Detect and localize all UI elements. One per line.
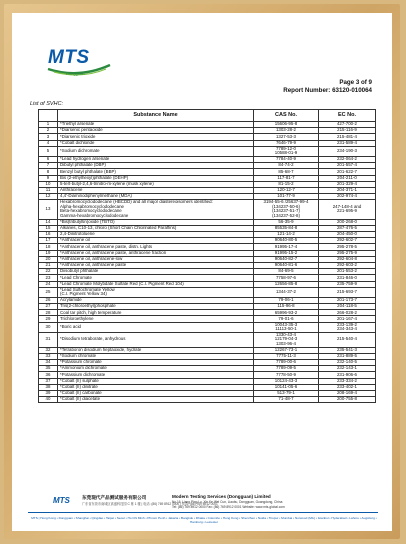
ec-number: 231-846-0 (319, 275, 376, 281)
footer-contact: Tel: (86) 769 8912 0000 Fax: (86) 769 8912 0001 Website: www.mts-global.com (172, 505, 285, 509)
cas-number: 79-06-1 (254, 297, 319, 303)
cas-number: 1327-53-3 (254, 134, 319, 140)
ec-number: 215-693-7 (319, 287, 376, 297)
cas-number: 84-74-2 (254, 163, 319, 169)
row-number: 40 (39, 397, 58, 403)
cas-number: 120-12-7 (254, 187, 319, 193)
row-number: 23 (39, 275, 58, 281)
footer-company-cn-sub: 广东省东莞市南城区高盛科技园 C 栋 1 楼 | 电话: (86) 769 8912 0000 | 传真: (86) 769 8912 0001 (82, 502, 218, 506)
cas-number: 1303-28-2 (254, 128, 319, 134)
ec-number: 204-211-0 (319, 175, 376, 181)
substance-name: Acrylamide (58, 297, 254, 303)
cas-number: 1330-43-4 12179-04-3 1303-96-4 (254, 332, 319, 347)
ec-number: 204-118-5 (319, 304, 376, 310)
footer-offices: MTS | Hong Kong • Dongguan • Shanghai • Qingdao • Taipei • Seoul • Ho Chi Minh • Phnom Penh • Jakarta • Bangkok • Dhaka • Colombo • Hong Kong • Shenzhen • Noida • Tirupur • Mumbai • Norwood (MA) • Istanbul • Hyderabad • Lahore • Augsburg • Hamburg • Leicester (31, 516, 377, 524)
ec-number: 204-371-1 (319, 187, 376, 193)
substance-name: Trichloroethylene (58, 316, 254, 322)
cas-number: 15606-95-8 (254, 122, 319, 128)
row-number: 10 (39, 181, 58, 187)
table-row (39, 397, 376, 403)
cas-number: 7778-50-9 (254, 372, 319, 378)
substance-name: Bis (2-ethylhexyl)phthalate (DEHP) (58, 175, 254, 181)
page-number: Page 3 of 9 (339, 79, 372, 86)
row-number: 30 (39, 322, 58, 332)
substance-name: Benzyl butyl phthalate (BBP) (58, 169, 254, 175)
ec-number: 231-906-6 (319, 372, 376, 378)
cas-number: 91995-17-4 (254, 244, 319, 250)
cas-number: 513-79-1 (254, 390, 319, 396)
mts-logo (44, 39, 114, 83)
substance-name: *Sodium dichromate (58, 146, 254, 156)
substance-name: *Potassium chromate (58, 359, 254, 365)
substance-name: *Lead Sulfochromate Yellow (C.I. Pigment Yellow 34) (58, 287, 254, 297)
cas-number: 65996-93-2 (254, 310, 319, 316)
svhc-table (38, 109, 376, 403)
cas-number: 7789-09-5 (254, 366, 319, 372)
cas-number: 12656-85-8 (254, 281, 319, 287)
row-number: 36 (39, 372, 58, 378)
row-number: 29 (39, 316, 58, 322)
row-number: 5 (39, 146, 58, 156)
substance-name: *Boric acid (58, 322, 254, 332)
row-number: 25 (39, 287, 58, 297)
svg-text:MTS: MTS (53, 496, 70, 505)
ec-number: 208-169-4 (319, 390, 376, 396)
cas-number: 90640-80-5 (254, 238, 319, 244)
substance-name: *Cobalt dichloride (58, 140, 254, 146)
row-number: 12 (39, 194, 58, 200)
cas-number: 85535-84-8 (254, 225, 319, 231)
substance-name: *Diarsenic pentaoxide (58, 128, 254, 134)
ec-number: 427-700-2 (319, 122, 376, 128)
substance-name: *Tetraboron disodium heptaoxide, hydrate (58, 347, 254, 353)
ec-number: 201-173-7 (319, 297, 376, 303)
row-number: 18 (39, 244, 58, 250)
substance-name: 4,4'-Diaminodiphenylmethane (MDA) (58, 194, 254, 200)
substance-name: 5-tert-butyl-2,4,6-trinitro-m-xylene (musk xylene) (58, 181, 254, 187)
row-number: 19 (39, 250, 58, 256)
substance-name: Anthracene (58, 187, 254, 193)
ec-number: 200-755-8 (319, 397, 376, 403)
table-header-row (39, 110, 376, 122)
cas-number: 12267-73-1 (254, 347, 319, 353)
ec-number: 231-889-5 (319, 353, 376, 359)
row-number: 3 (39, 134, 58, 140)
ec-number: 232-064-2 (319, 156, 376, 162)
row-number: 22 (39, 269, 58, 275)
cas-number: 7758-97-6 (254, 275, 319, 281)
substance-name: Tris(2-chloroethyl)phosphate (58, 304, 254, 310)
ec-number: 287-476-5 (319, 225, 376, 231)
ec-number: 215-116-9 (319, 128, 376, 134)
substance-name: 2,4-Dinitrotoluene (58, 232, 254, 238)
report-page (12, 13, 392, 531)
row-number: 14 (39, 219, 58, 225)
substance-name: *Anthracene oil, anthracene paste, anthracene fraction (58, 250, 254, 256)
ec-number: 233-402-1 (319, 384, 376, 390)
row-number: 15 (39, 225, 58, 231)
substance-name: *Triethyl arsenate (58, 122, 254, 128)
ec-number: 201-167-4 (319, 316, 376, 322)
ec-number: 295-278-5 (319, 244, 376, 250)
ec-number: 204-450-0 (319, 232, 376, 238)
ec-number: 201-553-2 (319, 269, 376, 275)
row-number: 7 (39, 163, 58, 169)
table-row (39, 332, 376, 347)
row-number: 17 (39, 238, 58, 244)
row-number: 2 (39, 128, 58, 134)
row-number: 37 (39, 378, 58, 384)
logo-subtitle: Dongguan (66, 71, 85, 76)
cas-number: 10043-35-3 11113-50-1 (254, 322, 319, 332)
substance-name: *Cobalt (II) diacetate (58, 397, 254, 403)
table-body (39, 122, 376, 403)
substance-name: Diisobutyl phthalate (58, 269, 254, 275)
row-number: 35 (39, 366, 58, 372)
footer-address: No.16, Liang Ping Lu, Xin Ke Wei Cun, Liaobu, Dongguan, Guangdong, China (172, 500, 283, 504)
ec-number: 292-602-7 (319, 238, 376, 244)
row-number: 1 (39, 122, 58, 128)
ec-number: 266-028-2 (319, 310, 376, 316)
footer-logo-icon (52, 494, 82, 506)
ec-number: 200-268-0 (319, 219, 376, 225)
header-substance: Substance Name (58, 110, 254, 122)
substance-name: *Disodium tetraborate, anhydrous (58, 332, 254, 347)
row-number: 32 (39, 347, 58, 353)
cas-number: 71-48-7 (254, 397, 319, 403)
row-number: 4 (39, 140, 58, 146)
ec-number: 233-139-2 234-343-4 (319, 322, 376, 332)
cas-number: 85-68-7 (254, 169, 319, 175)
ec-number: 295-275-9 (319, 250, 376, 256)
ec-number: 235-541-3 (319, 347, 376, 353)
ec-number: 201-622-7 (319, 169, 376, 175)
logo-text: MTS (48, 47, 90, 68)
ec-number: 235-759-9 (319, 281, 376, 287)
cas-number: 117-81-7 (254, 175, 319, 181)
substance-name: *Lead Chromate (58, 275, 254, 281)
substance-name: *Lead hydrogen arsenate (58, 156, 254, 162)
ec-number: 232-143-1 (319, 366, 376, 372)
row-number: 11 (39, 187, 58, 193)
ec-number: 215-540-4 (319, 332, 376, 347)
cas-number: 1344-37-2 (254, 287, 319, 297)
substance-name: *Anthracene oil, anthracene-low (58, 256, 254, 262)
cas-number: 3194-55-6 /25637-99-4 (134237-50-6) (134237-51-7) (134237-52-8) (254, 200, 319, 219)
substance-name: *Anthracene oil, anthracene paste (58, 262, 254, 268)
row-number: 13 (39, 200, 58, 219)
cas-number: 115-96-8 (254, 304, 319, 310)
substance-name: Coal tar pitch, high temperature (58, 310, 254, 316)
cas-number: 7784-40-9 (254, 156, 319, 162)
substance-name: Hexabromocyclododecane (HBCDD) and all major diastereoisomers identified: Alpha-hexabromocyclododecane Beta-hexabromocyclododecane Gamma-hexabromocyclododecane (58, 200, 254, 219)
substance-name: *Potassium dichromate (58, 372, 254, 378)
ec-number: 215-481-4 (319, 134, 376, 140)
substance-name: *Diarsenic trioxide (58, 134, 254, 140)
table-row (39, 146, 376, 156)
row-number: 28 (39, 310, 58, 316)
substance-name: Alkanes, C10-13, chloro (Short Chain Chlorinated Paraffins) (58, 225, 254, 231)
substance-name: *Anthracene oil (58, 238, 254, 244)
header-cas: CAS No. (254, 110, 319, 122)
cas-number: 7646-79-9 (254, 140, 319, 146)
cas-number: 90640-82-7 (254, 256, 319, 262)
ec-number: 292-603-2 (319, 262, 376, 268)
substance-name: *Ammonium dichromate (58, 366, 254, 372)
ec-number: 232-140-5 (319, 359, 376, 365)
table-row (39, 287, 376, 297)
row-number: 6 (39, 156, 58, 162)
row-number: 39 (39, 390, 58, 396)
row-number: 8 (39, 169, 58, 175)
cas-number: 56-35-9 (254, 219, 319, 225)
table-row (39, 322, 376, 332)
cas-number: 10141-05-6 (254, 384, 319, 390)
cas-number: 7789-00-6 (254, 359, 319, 365)
cas-number: 90640-81-6 (254, 262, 319, 268)
row-number: 20 (39, 256, 58, 262)
cas-number: 7789-12-0 10588-01-9 (254, 146, 319, 156)
footer-company-cn: 东莞现代产品测试服务有限公司 (82, 495, 147, 500)
row-number: 33 (39, 353, 58, 359)
ec-number: 247-148-4 and 221-695-9 (319, 200, 376, 219)
row-number: 38 (39, 384, 58, 390)
cas-number: 121-14-2 (254, 232, 319, 238)
ec-number: 202-974-4 (319, 194, 376, 200)
row-number: 9 (39, 175, 58, 181)
ec-number: 201-557-4 (319, 163, 376, 169)
row-number: 34 (39, 359, 58, 365)
cas-number: 7775-11-3 (254, 353, 319, 359)
substance-name: *Cobalt (II) dinitrate (58, 384, 254, 390)
cas-number: 101-77-9 (254, 194, 319, 200)
list-title: List of SVHC: (30, 101, 64, 107)
cas-number: 10124-43-3 (254, 378, 319, 384)
row-number: 27 (39, 304, 58, 310)
header-ec: EC No. (319, 110, 376, 122)
ec-number: 231-589-4 (319, 140, 376, 146)
ec-number: 233-334-2 (319, 378, 376, 384)
row-number: 24 (39, 281, 58, 287)
ec-number: 234-190-3 (319, 146, 376, 156)
ec-number: 201-329-4 (319, 181, 376, 187)
table-row (39, 200, 376, 219)
cas-number: 79-01-6 (254, 316, 319, 322)
substance-name: *Lead Chromate Molybdate Sulfate Red (C.I. Pigment Red 104) (58, 281, 254, 287)
footer-divider (28, 512, 378, 513)
report-number: Report Number: 63120-010064 (283, 87, 372, 94)
page-info (283, 79, 372, 95)
header-number (39, 110, 58, 122)
substance-name: Dibutyl phthalate (DBP) (58, 163, 254, 169)
ec-number: 292-604-8 (319, 256, 376, 262)
substance-name: *Cobalt (II) carbonate (58, 390, 254, 396)
substance-name: *Cobalt (II) sulphate (58, 378, 254, 384)
row-number: 31 (39, 332, 58, 347)
row-number: 16 (39, 232, 58, 238)
substance-name: *Anthracene oil, anthracene paste, distn. Lights (58, 244, 254, 250)
cas-number: 84-69-5 (254, 269, 319, 275)
footer-company-en: Modern Testing Services (Dongguan) Limited (172, 494, 271, 499)
cas-number: 91995-15-2 (254, 250, 319, 256)
substance-name: *Bis(tributyltin)oxide (TBTO) (58, 219, 254, 225)
row-number: 26 (39, 297, 58, 303)
cas-number: 81-15-2 (254, 181, 319, 187)
substance-name: *Sodium chromate (58, 353, 254, 359)
row-number: 21 (39, 262, 58, 268)
